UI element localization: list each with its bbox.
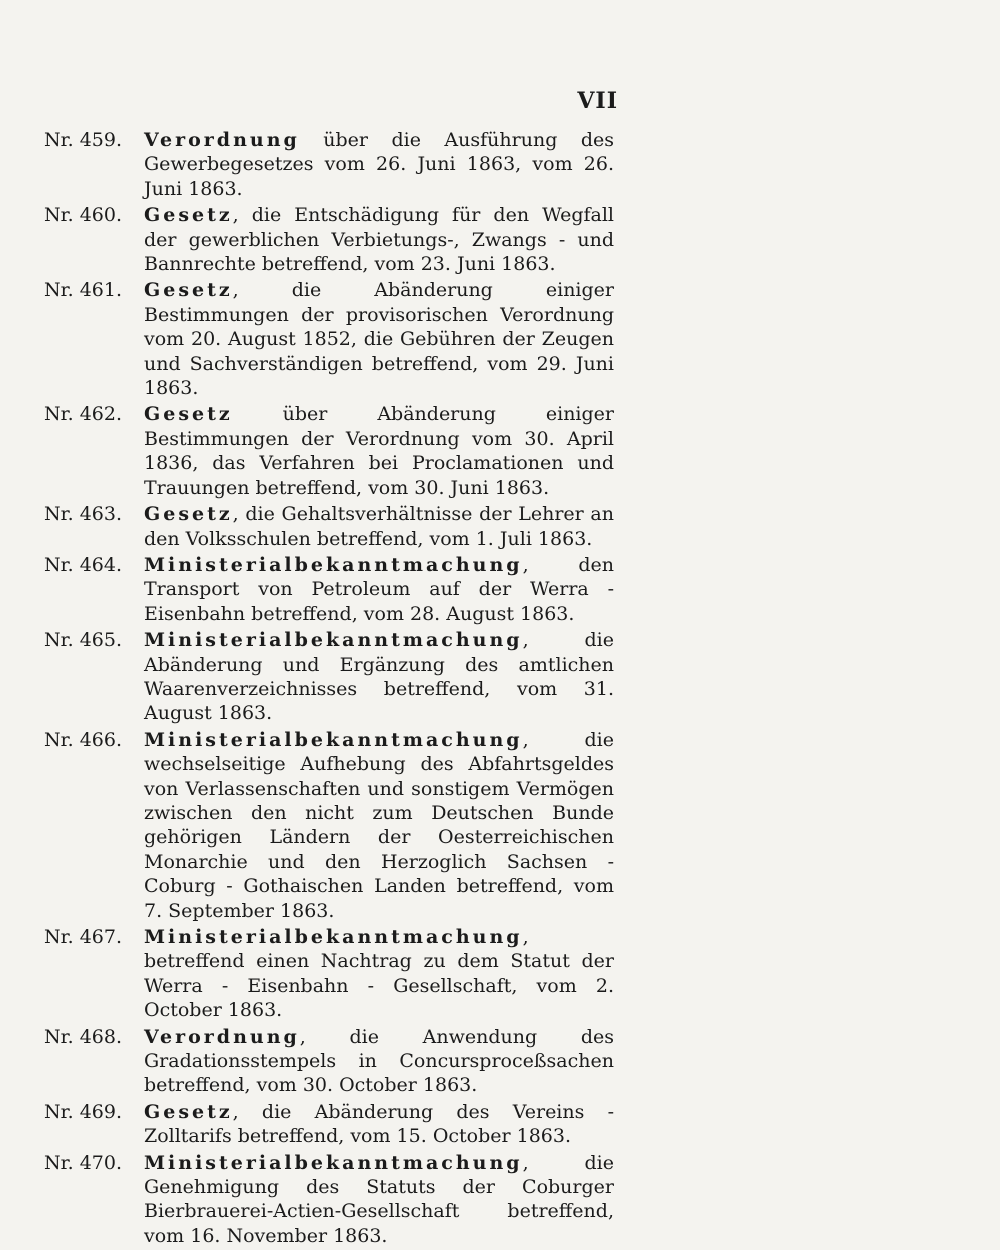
- entry-text: [144, 628, 614, 726]
- entry-description: , betreffend einen Nachtrag zu dem Statut der Werra - Eisenbahn - Gesellschaft, vom 2. October 1863.: [144, 926, 614, 1022]
- entry-text: [144, 278, 614, 400]
- entry-description: , den Transport von Petroleum auf der Werra - Eisenbahn betreffend, vom 28. August 1863.: [144, 553, 614, 625]
- list-item: [44, 1025, 614, 1098]
- entry-number: Nr. 463.: [44, 503, 123, 526]
- entry-text: [144, 402, 614, 500]
- entry-kind: Gesetz: [144, 279, 233, 302]
- list-item: [44, 203, 614, 276]
- entry-description: über die Ausführung des Gewerbegesetzes vom 26. Juni 1863, vom 26. Juni 1863.: [144, 129, 614, 200]
- entry-description: , die Abänderung und Ergänzung des amtlichen Waarenverzeichnisses betreffend, vom 31. August 1863.: [144, 629, 614, 725]
- list-item: [44, 1151, 614, 1249]
- entry-number: Nr. 470.: [44, 1151, 123, 1174]
- entry-number: Nr. 466.: [44, 728, 123, 751]
- entry-description: über Abänderung einiger Bestimmungen der Verordnung vom 30. April 1836, das Verfahren bei Proclamationen und Trauungen betreffend, vom 30. Juni 1863.: [144, 403, 614, 499]
- entry-text: [144, 1100, 614, 1149]
- entry-text: [144, 925, 614, 1023]
- list-item: [44, 925, 614, 1023]
- list-item: [44, 628, 614, 726]
- entry-description: , die wechselseitige Aufhebung des Abfahrtsgeldes von Verlassenschaften und sonstigem Vermögen zwischen den nicht zum Deutschen Bunde gehörigen Ländern der Oesterreichischen Monarchie und den Herzoglich Sachsen - Coburg - Gothaischen Landen betreffend, vom 7. September 1863.: [144, 728, 614, 922]
- entry-text: [144, 203, 614, 276]
- entry-number: Nr. 459.: [44, 129, 123, 151]
- entry-text: [144, 728, 614, 923]
- entry-kind: Ministerialbekanntmachung: [144, 553, 523, 576]
- list-item: [44, 402, 614, 500]
- entry-text: [144, 502, 614, 551]
- page-number: VII: [577, 88, 618, 114]
- entry-number: Nr. 462.: [44, 403, 123, 426]
- list-item: [44, 128, 614, 201]
- entry-kind: Ministerialbekanntmachung: [144, 728, 523, 751]
- entry-kind: Gesetz: [144, 204, 233, 227]
- entry-text: [144, 1025, 614, 1098]
- entry-number: Nr. 467.: [44, 926, 123, 948]
- list-item: [44, 1100, 614, 1149]
- list-item: [44, 502, 614, 551]
- entry-kind: Gesetz: [144, 503, 233, 526]
- entry-description: , die Genehmigung des Statuts der Coburger Bierbrauerei-Actien-Gesellschaft betreffend, vom 16. November 1863.: [144, 1151, 614, 1247]
- entry-description: , die Abänderung einiger Bestimmungen der provisorischen Verordnung vom 20. August 1852, die Gebühren der Zeugen und Sachverständigen betreffend, vom 29. Juni 1863.: [144, 279, 614, 400]
- entry-text: [144, 128, 614, 201]
- entry-number: Nr. 464.: [44, 553, 123, 576]
- entry-kind: Ministerialbekanntmachung: [144, 1151, 523, 1174]
- entry-description: , die Entschädigung für den Wegfall der gewerblichen Verbietungs-, Zwangs - und Bannrechte betreffend, vom 23. Juni 1863.: [144, 204, 614, 276]
- entry-list: [44, 128, 614, 1250]
- entry-number: Nr. 460.: [44, 204, 123, 227]
- entry-number: Nr. 465.: [44, 629, 123, 652]
- entry-description: , die Anwendung des Gradationsstempels in Concursproceßsachen betreffend, vom 30. October 1863.: [144, 1025, 614, 1097]
- entry-number: Nr. 468.: [44, 1025, 123, 1048]
- entry-kind: Gesetz: [144, 1100, 233, 1123]
- entry-kind: Ministerialbekanntmachung: [144, 926, 523, 948]
- entry-description: , die Abänderung des Vereins - Zolltarifs betreffend, vom 15. October 1863.: [144, 1100, 614, 1148]
- entry-kind: Verordnung: [144, 1025, 300, 1048]
- entry-number: Nr. 469.: [44, 1100, 123, 1123]
- entry-description: , die Gehaltsverhältnisse der Lehrer an den Volksschulen betreffend, vom 1. Juli 1863.: [144, 503, 614, 550]
- entry-kind: Verordnung: [144, 129, 300, 151]
- list-item: [44, 728, 614, 923]
- list-item: [44, 553, 614, 626]
- list-item: [44, 278, 614, 400]
- entry-kind: Gesetz: [144, 403, 233, 426]
- entry-text: [144, 553, 614, 626]
- entry-text: [144, 1151, 614, 1249]
- entry-kind: Ministerialbekanntmachung: [144, 629, 523, 652]
- entry-number: Nr. 461.: [44, 279, 123, 302]
